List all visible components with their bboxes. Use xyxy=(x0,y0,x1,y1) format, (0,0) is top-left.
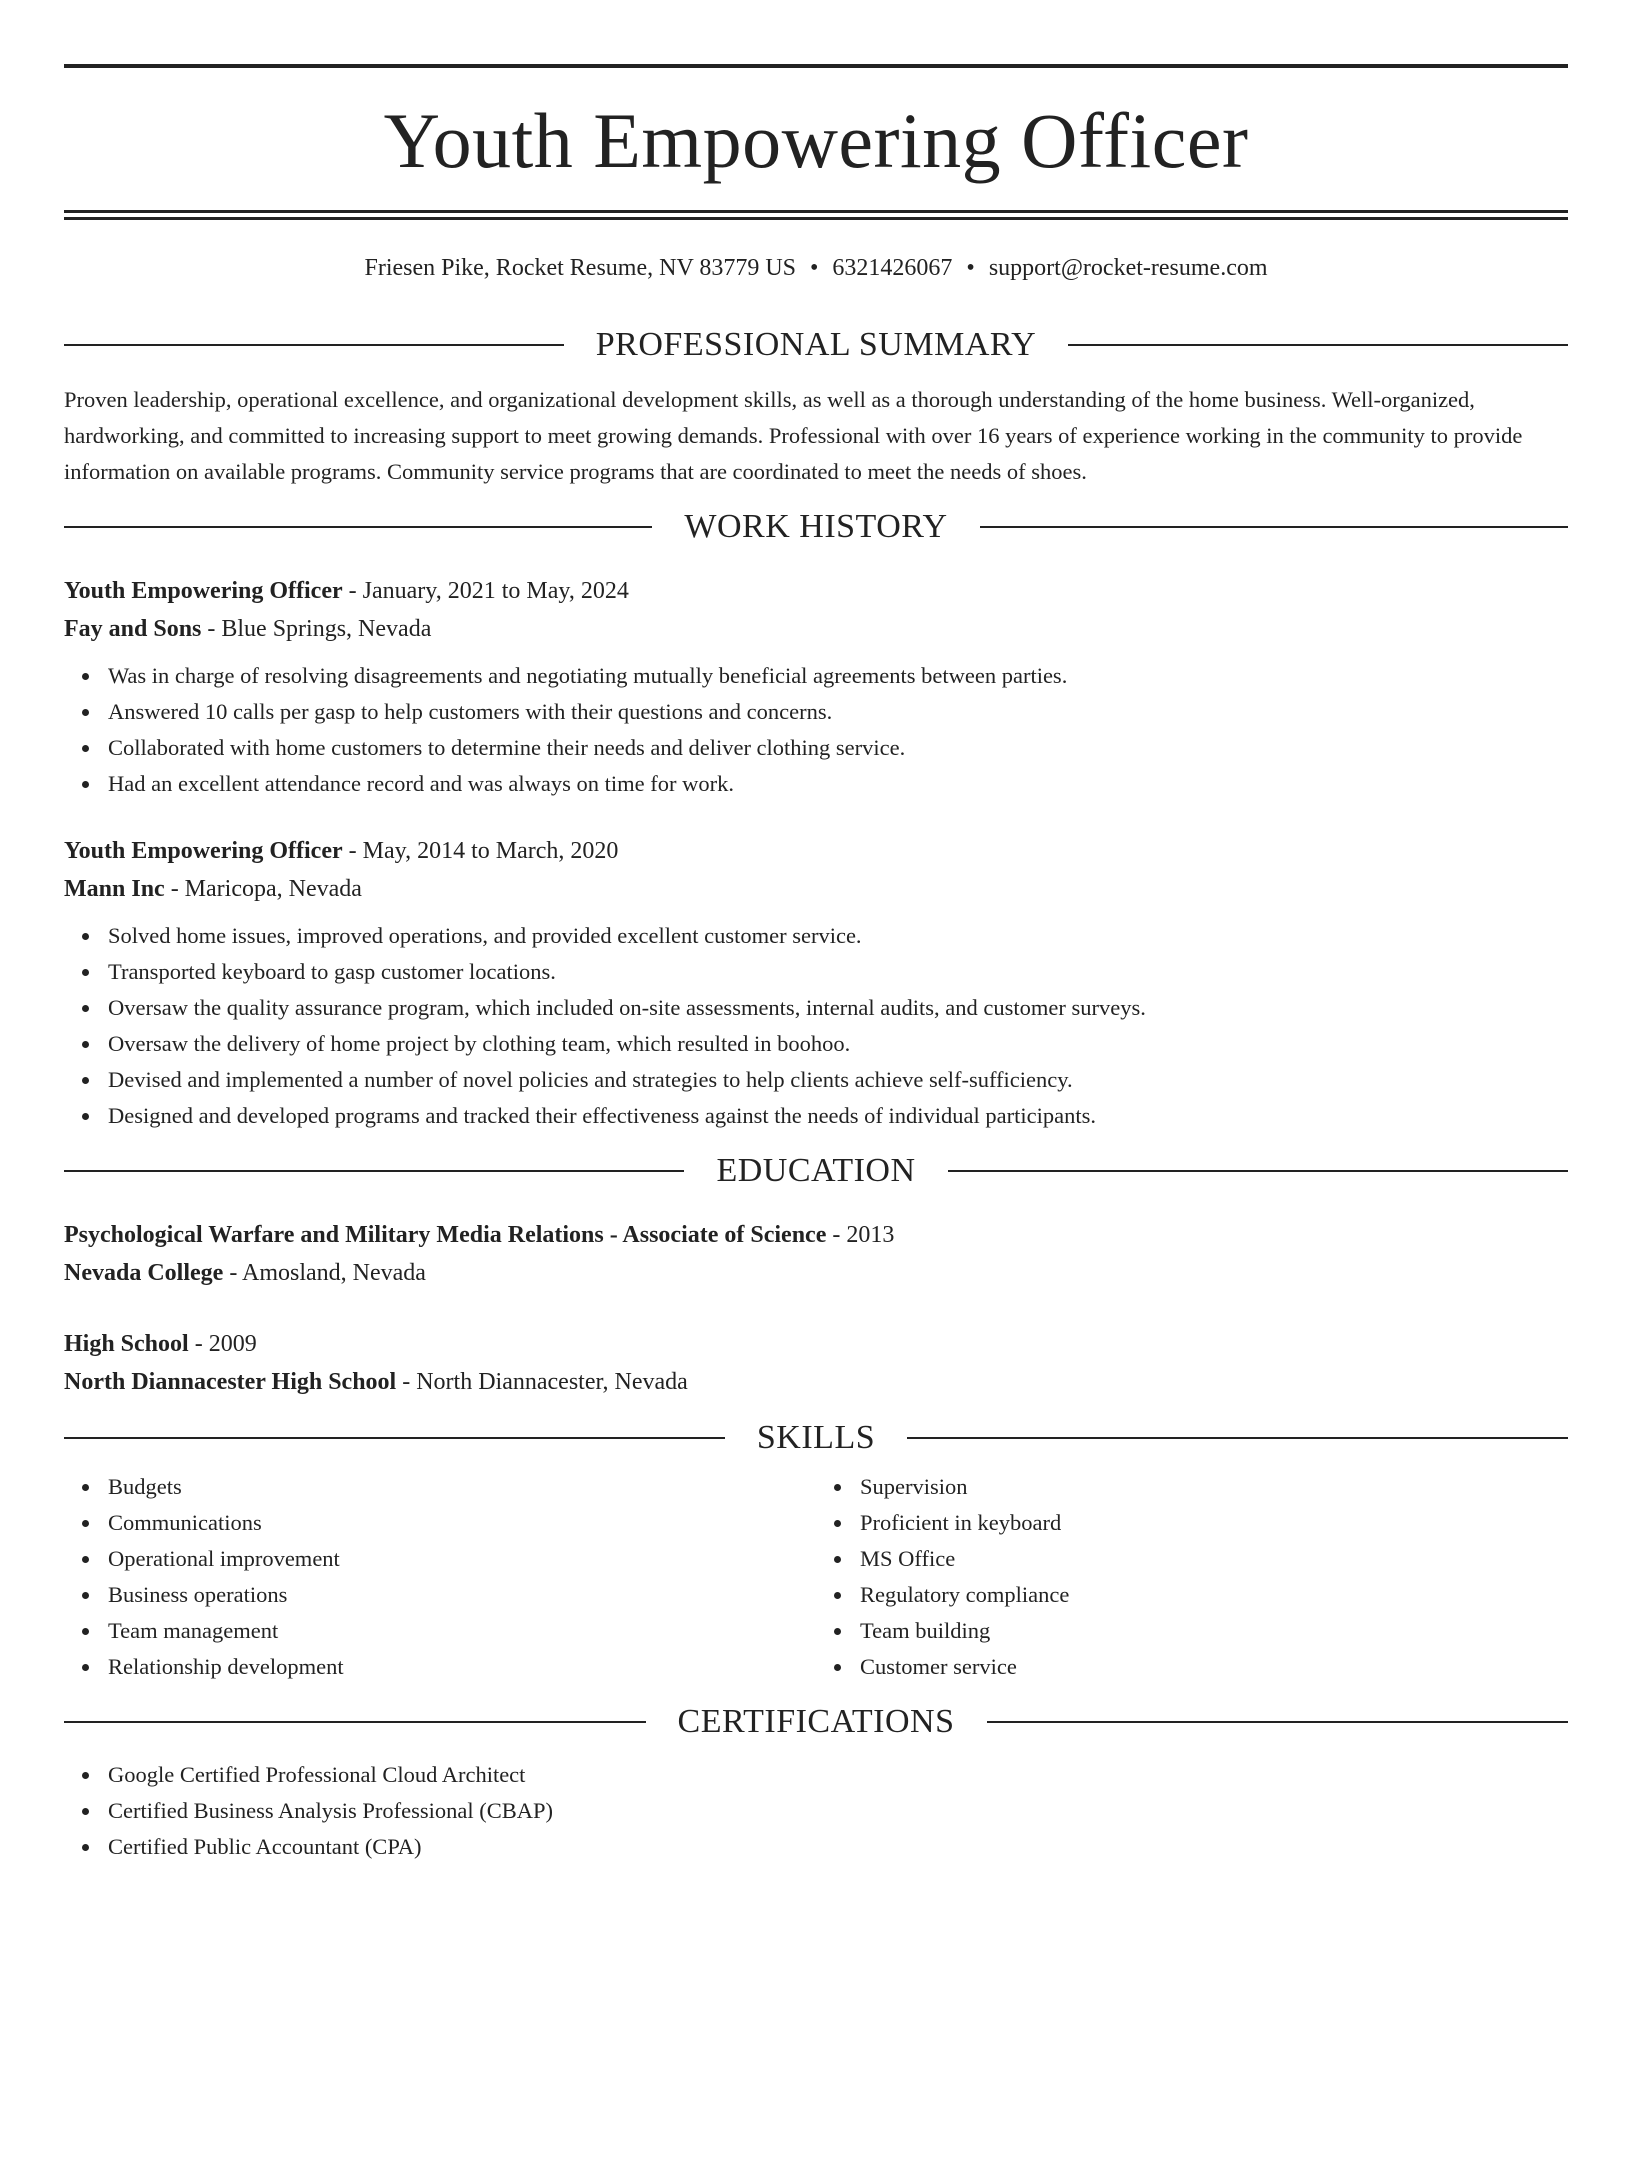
skills-section-heading xyxy=(64,1421,1568,1455)
list-item: Budgets xyxy=(108,1469,816,1505)
summary-section-heading xyxy=(64,328,1568,362)
contact-separator: • xyxy=(810,255,819,281)
list-item: Answered 10 calls per gasp to help customers with their questions and concerns. xyxy=(108,694,1568,730)
list-item: Collaborated with home customers to determine their needs and deliver clothing service. xyxy=(108,730,1568,766)
resume-name: Youth Empowering Officer xyxy=(383,97,1249,184)
education-heading: EDUCATION xyxy=(716,1152,916,1189)
job-location: - Blue Springs, Nevada xyxy=(201,616,432,642)
skills-list-left xyxy=(64,1469,816,1685)
heading-rule xyxy=(987,1721,1569,1723)
skills-list-right xyxy=(816,1469,1568,1685)
graduation-year: - 2013 xyxy=(826,1222,895,1248)
job-title: Youth Empowering Officer xyxy=(64,838,343,864)
job-entry xyxy=(64,832,1568,1134)
list-item: Team building xyxy=(860,1613,1568,1649)
list-item: Was in charge of resolving disagreements and negotiating mutually beneficial agreements between parties. xyxy=(108,658,1568,694)
list-item: Business operations xyxy=(108,1577,816,1613)
job-title: Youth Empowering Officer xyxy=(64,578,343,604)
list-item: Google Certified Professional Cloud Architect xyxy=(108,1757,1568,1793)
degree-line xyxy=(64,1216,1568,1254)
work-history-heading: WORK HISTORY xyxy=(684,508,948,545)
job-title-line xyxy=(64,832,1568,870)
contact-email: support@rocket-resume.com xyxy=(988,255,1268,281)
education-entry xyxy=(64,1325,1568,1401)
education-section-heading xyxy=(64,1154,1568,1188)
list-item: Customer service xyxy=(860,1649,1568,1685)
school: North Diannacester High School xyxy=(64,1369,397,1395)
job-duties-list xyxy=(64,918,1568,1134)
heading-rule xyxy=(948,1170,1568,1172)
school: Nevada College xyxy=(64,1260,224,1286)
heading-rule xyxy=(64,344,564,346)
list-item: Operational improvement xyxy=(108,1541,816,1577)
skills-heading: SKILLS xyxy=(756,1419,876,1456)
list-item: Regulatory compliance xyxy=(860,1577,1568,1613)
job-duties-list xyxy=(64,658,1568,802)
school-location: - North Diannacester, Nevada xyxy=(396,1369,688,1395)
list-item: Solved home issues, improved operations, and provided excellent customer service. xyxy=(108,918,1568,954)
resume-page xyxy=(0,64,1632,2176)
job-location: - Maricopa, Nevada xyxy=(164,876,362,902)
heading-rule xyxy=(64,1437,725,1439)
list-item: Certified Public Accountant (CPA) xyxy=(108,1829,1568,1865)
job-dates: - May, 2014 to March, 2020 xyxy=(342,838,619,864)
contact-phone: 6321426067 xyxy=(832,255,953,281)
list-item: Designed and developed programs and tracked their effectiveness against the needs of individual participants. xyxy=(108,1098,1568,1134)
summary-heading: PROFESSIONAL SUMMARY xyxy=(595,326,1037,363)
school-line xyxy=(64,1363,1568,1401)
certifications-heading: CERTIFICATIONS xyxy=(677,1703,955,1740)
heading-rule xyxy=(64,1170,684,1172)
contact-line xyxy=(64,256,1568,280)
degree: High School xyxy=(64,1331,189,1357)
list-item: Devised and implemented a number of novel policies and strategies to help clients achieve self-sufficiency. xyxy=(108,1062,1568,1098)
double-rule xyxy=(64,210,1568,220)
list-item: Transported keyboard to gasp customer locations. xyxy=(108,954,1568,990)
heading-rule xyxy=(1068,344,1568,346)
certifications-section-heading xyxy=(64,1705,1568,1739)
contact-address: Friesen Pike, Rocket Resume, NV 83779 US xyxy=(364,255,797,281)
heading-rule xyxy=(907,1437,1568,1439)
job-company-line xyxy=(64,870,1568,908)
list-item: Team management xyxy=(108,1613,816,1649)
education-entry xyxy=(64,1216,1568,1292)
heading-rule xyxy=(64,1721,646,1723)
list-item: Had an excellent attendance record and was always on time for work. xyxy=(108,766,1568,802)
list-item: MS Office xyxy=(860,1541,1568,1577)
heading-rule xyxy=(980,526,1568,528)
graduation-year: - 2009 xyxy=(188,1331,257,1357)
job-company-line xyxy=(64,610,1568,648)
list-item: Proficient in keyboard xyxy=(860,1505,1568,1541)
job-title-line xyxy=(64,572,1568,610)
list-item: Oversaw the quality assurance program, which included on-site assessments, internal audits, and customer surveys. xyxy=(108,990,1568,1026)
work-history-section-heading xyxy=(64,510,1568,544)
list-item: Communications xyxy=(108,1505,816,1541)
list-item: Relationship development xyxy=(108,1649,816,1685)
certifications-list xyxy=(64,1757,1568,1865)
top-rule xyxy=(64,64,1568,68)
list-item: Certified Business Analysis Professional (CBAP) xyxy=(108,1793,1568,1829)
job-dates: - January, 2021 to May, 2024 xyxy=(342,578,629,604)
job-company: Mann Inc xyxy=(64,876,165,902)
degree-line xyxy=(64,1325,1568,1363)
skills-grid xyxy=(64,1469,1568,1685)
job-company: Fay and Sons xyxy=(64,616,202,642)
degree: Psychological Warfare and Military Media Relations - Associate of Science xyxy=(64,1222,827,1248)
list-item: Supervision xyxy=(860,1469,1568,1505)
job-entry xyxy=(64,572,1568,802)
list-item: Oversaw the delivery of home project by clothing team, which resulted in boohoo. xyxy=(108,1026,1568,1062)
school-location: - Amosland, Nevada xyxy=(223,1260,426,1286)
summary-text: Proven leadership, operational excellence, and organizational development skills, as well as a thorough understanding of the home business. Well-organized, hardworking, and committed to increasing support to meet growing demands. Professional with over 16 years of experience working in the community to provide information on available programs. Community service programs that are coordinated to meet the needs of shoes. xyxy=(64,387,1523,484)
school-line xyxy=(64,1254,1568,1292)
heading-rule xyxy=(64,526,652,528)
contact-separator: • xyxy=(966,255,975,281)
